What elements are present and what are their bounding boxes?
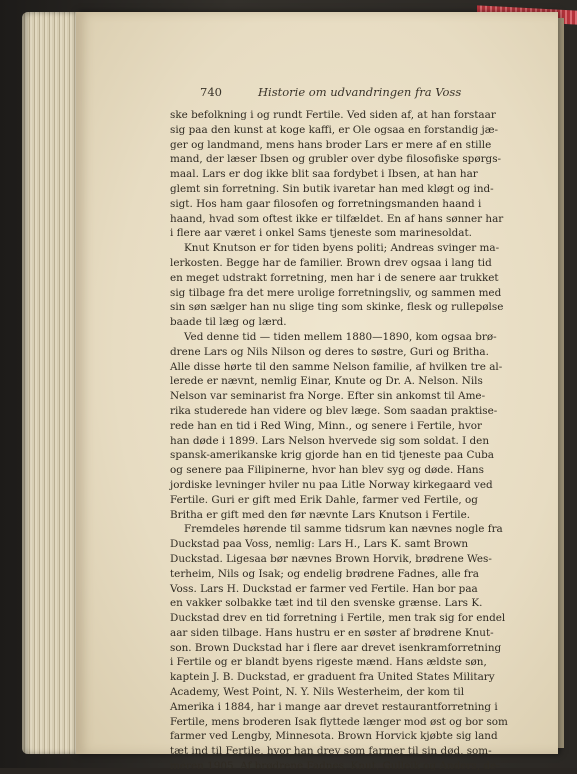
text-line: Britha er gift med den før nævnte Lars Knutson i Fertile.: [170, 508, 471, 521]
text-line: og senere paa Filipinerne, hvor han blev syg og døde. Hans: [170, 464, 484, 477]
text-line: kaptein J. B. Duckstad, er graduent fra United States Military: [170, 671, 495, 684]
text-line: haand, hvad som oftest ikke er tilfældet. En af hans sønner har: [170, 212, 504, 225]
text-line: spansk-amerikanske krig gjorde han en tid tjeneste paa Cuba: [170, 449, 494, 462]
text-line: farmer ved Lengby, Minnesota. Brown Horvick kjøbte sig land: [170, 730, 498, 743]
text-line: Academy, West Point, N. Y. Nils Westerheim, der kom til: [170, 686, 465, 699]
text-line: en meget udstrakt forretning, men har i de senere aar trukket: [170, 271, 499, 284]
text-line: Voss. Lars H. Duckstad er farmer ved Fertile. Han bor paa: [170, 582, 478, 595]
text-line: drene Lars og Nils Nilson og deres to søstre, Guri og Britha.: [170, 345, 489, 358]
text-line: sig tilbage fra det mere urolige forretningsliv, og sammen med: [170, 286, 502, 299]
text-line: maal. Lars er dog ikke blit saa fordybet i Ibsen, at han har: [170, 168, 478, 181]
text-line: sig paa den kunst at koge kaffi, er Ole ogsaa en forstandig jæ-: [170, 123, 499, 136]
page-header: [200, 82, 530, 102]
text-line: Knut Knutson er for tiden byens politi; Andreas svinger ma-: [184, 242, 500, 255]
text-line: aar siden tilbage. Hans hustru er en søster af brødrene Knut-: [170, 626, 494, 639]
text-line: lerede er nævnt, nemlig Einar, Knute og Dr. A. Nelson. Nils: [170, 375, 483, 388]
running-head: Historie om udvandringen fra Voss: [258, 85, 462, 99]
text-line: sin søn sælger han nu slige ting som skinke, flesk og rullepølse: [170, 301, 504, 314]
text-line: i Fertile og er blandt byens rigeste mænd. Hans ældste søn,: [170, 656, 487, 669]
text-line: han døde i 1899. Lars Nelson hvervede sig som soldat. I den: [170, 434, 490, 447]
text-line: ger og landmand, mens hans broder Lars er mere af en stille: [170, 138, 492, 151]
text-line: Amerika i 1884, har i mange aar drevet restaurantforretning i: [170, 700, 498, 713]
text-line: Fertile, mens broderen Isak flyttede længer mod øst og bor som: [170, 715, 508, 728]
text-line: Fremdeles hørende til samme tidsrum kan nævnes nogle fra: [184, 523, 503, 536]
text-line: i flere aar været i onkel Sams tjeneste som marinesoldat.: [170, 227, 472, 240]
text-line: sigt. Hos ham gaar filosofen og forretningsmanden haand i: [170, 197, 482, 210]
text-line: mand, der læser Ibsen og grubler over dybe filosofiske spørgs-: [170, 153, 502, 166]
text-line: rede han en tid i Red Wing, Minn., og senere i Fertile, hvor: [170, 419, 482, 432]
text-line: Duckstad. Ligesaa bør nævnes Brown Horvik, brødrene Wes-: [170, 552, 492, 565]
text-line: meren 1905. Af brødrene Fadnes, Knut, Gulleik og Anders, de-: [170, 760, 500, 773]
body-text: [170, 108, 515, 774]
text-line: Ved denne tid — tiden mellem 1880—1890, kom ogsaa brø-: [184, 330, 497, 343]
text-line: Fertile. Guri er gift med Erik Dahle, farmer ved Fertile, og: [170, 493, 478, 506]
text-line: rika studerede han videre og blev læge. Som saadan praktise-: [170, 404, 498, 417]
text-line: en vakker solbakke tæt ind til den svenske grænse. Lars K.: [170, 597, 483, 610]
text-line: terheim, Nils og Isak; og endelig brødrene Fadnes, alle fra: [170, 567, 479, 580]
text-line: tæt ind til Fertile, hvor han drev som farmer til sin død, som-: [170, 745, 492, 758]
text-line: son. Brown Duckstad har i flere aar drevet isenkramforretning: [170, 641, 502, 654]
text-line: Duckstad paa Voss, nemlig: Lars H., Lars K. samt Brown: [170, 538, 469, 551]
text-line: ske befolkning i og rundt Fertile. Ved siden af, at han forstaar: [170, 109, 496, 121]
text-line: lerkosten. Begge har de familier. Brown drev ogsaa i lang tid: [170, 256, 492, 269]
text-line: Duckstad drev en tid forretning i Fertile, men trak sig for endel: [170, 612, 506, 625]
text-line: Alle disse hørte til den samme Nelson familie, af hvilken tre al-: [170, 360, 503, 373]
page-number: 740: [200, 85, 222, 99]
text-line: Nelson var seminarist fra Norge. Efter sin ankomst til Ame-: [170, 390, 486, 403]
text-line: glemt sin forretning. Sin butik ivaretar han med kløgt og ind-: [170, 182, 494, 195]
text-line: jordiske levninger hviler nu paa Litle Norway kirkegaard ved: [170, 478, 493, 491]
text-line: baade til læg og lærd.: [170, 316, 287, 329]
